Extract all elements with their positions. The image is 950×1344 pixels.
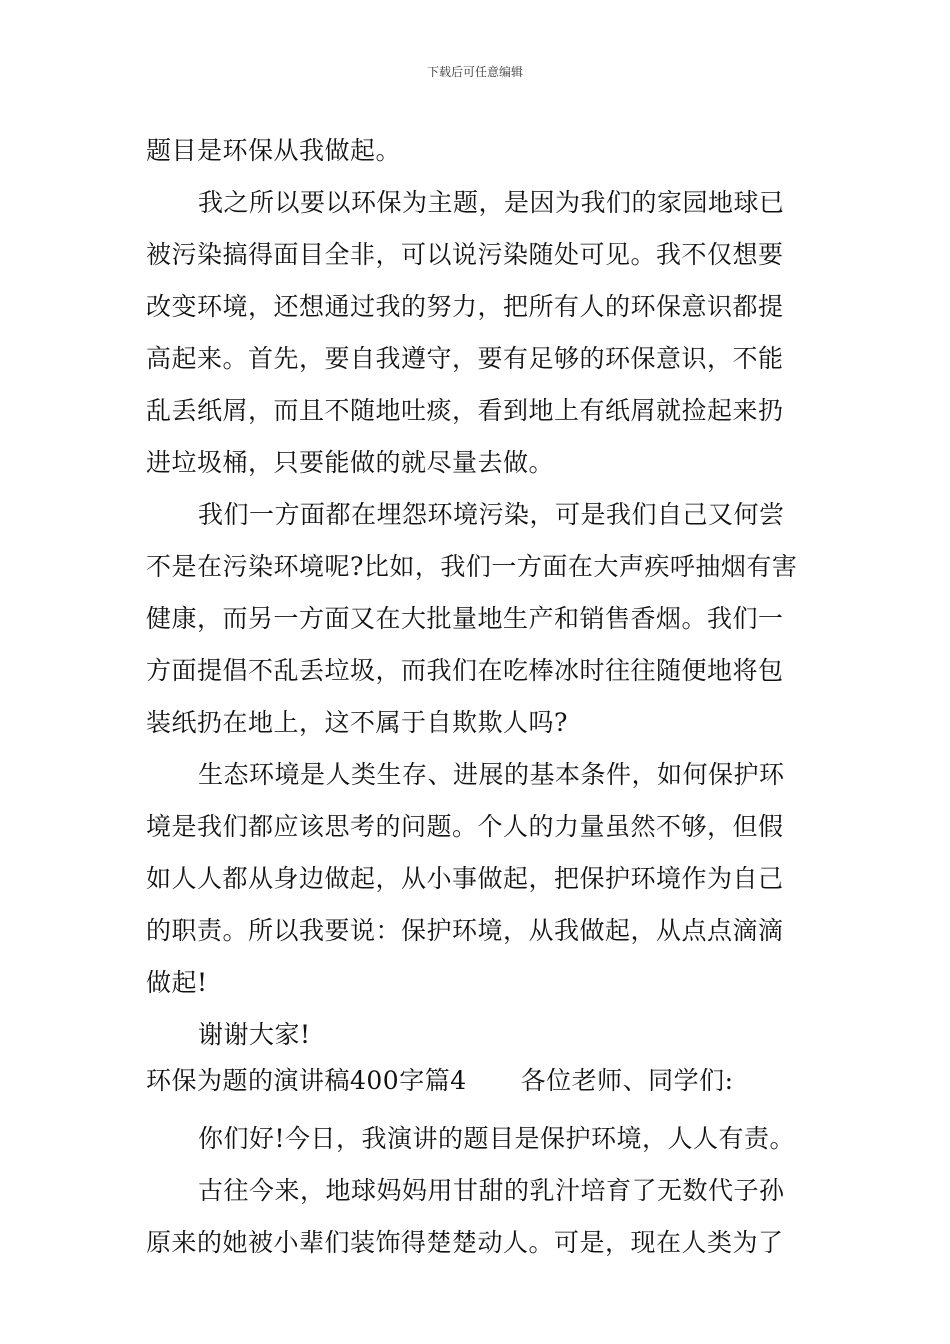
text-line: 健康，而另一方面又在大批量地生产和销售香烟。我们一 — [146, 604, 784, 633]
text-line: 装纸扔在地上，这不属于自欺欺人吗? — [146, 708, 568, 737]
thanks-line: 谢谢大家! — [198, 1020, 311, 1049]
text-line: 方面提倡不乱丢垃圾，而我们在吃棒冰时往往随便地将包 — [146, 656, 784, 685]
text-line: 境是我们都应该思考的问题。个人的力量虽然不够，但假 — [146, 812, 784, 841]
text-line: 如人人都从身边做起，从小事做起，把保护环境作为自己 — [146, 864, 784, 893]
page-header-note: 下载后可任意编辑 — [426, 65, 523, 79]
document-body — [146, 125, 811, 1269]
section-title: 环保为题的演讲稿400字篇4 — [146, 1066, 467, 1095]
text-line: 不是在污染环境呢?比如，我们一方面在大声疾呼抽烟有害 — [146, 552, 798, 581]
text-line: 做起! — [146, 968, 208, 997]
text-line: 高起来。首先，要自我遵守，要有足够的环保意识，不能 — [146, 344, 784, 373]
text-line: 题目是环保从我做起。 — [146, 136, 402, 165]
paragraph-start-line: 你们好!今日，我演讲的题目是保护环境，人人有责。 — [198, 1124, 796, 1153]
paragraph-start-line: 我们一方面都在埋怨环境污染，可是我们自己又何尝 — [198, 500, 785, 529]
paragraph-start-line: 古往今来，地球妈妈用甘甜的乳汁培育了无数代子孙 — [198, 1176, 785, 1205]
text-line: 的职责。所以我要说：保护环境，从我做起，从点点滴滴 — [146, 916, 784, 945]
text-line: 被污染搞得面目全非，可以说污染随处可见。我不仅想要 — [146, 240, 784, 269]
paragraph-start-line: 生态环境是人类生存、进展的基本条件，如何保护环 — [198, 760, 785, 789]
section-greeting: 各位老师、同学们: — [520, 1066, 734, 1095]
text-line: 原来的她被小辈们装饰得楚楚动人。可是，现在人类为了 — [146, 1228, 784, 1257]
paragraph-start-line: 我之所以要以环保为主题，是因为我们的家园地球已 — [198, 188, 785, 217]
text-line: 乱丢纸屑，而且不随地吐痰，看到地上有纸屑就捡起来扔 — [146, 396, 784, 425]
text-line: 进垃圾桶，只要能做的就尽量去做。 — [146, 448, 555, 477]
section-heading-line — [146, 1061, 811, 1113]
text-line: 改变环境，还想通过我的努力，把所有人的环保意识都提 — [146, 292, 784, 321]
